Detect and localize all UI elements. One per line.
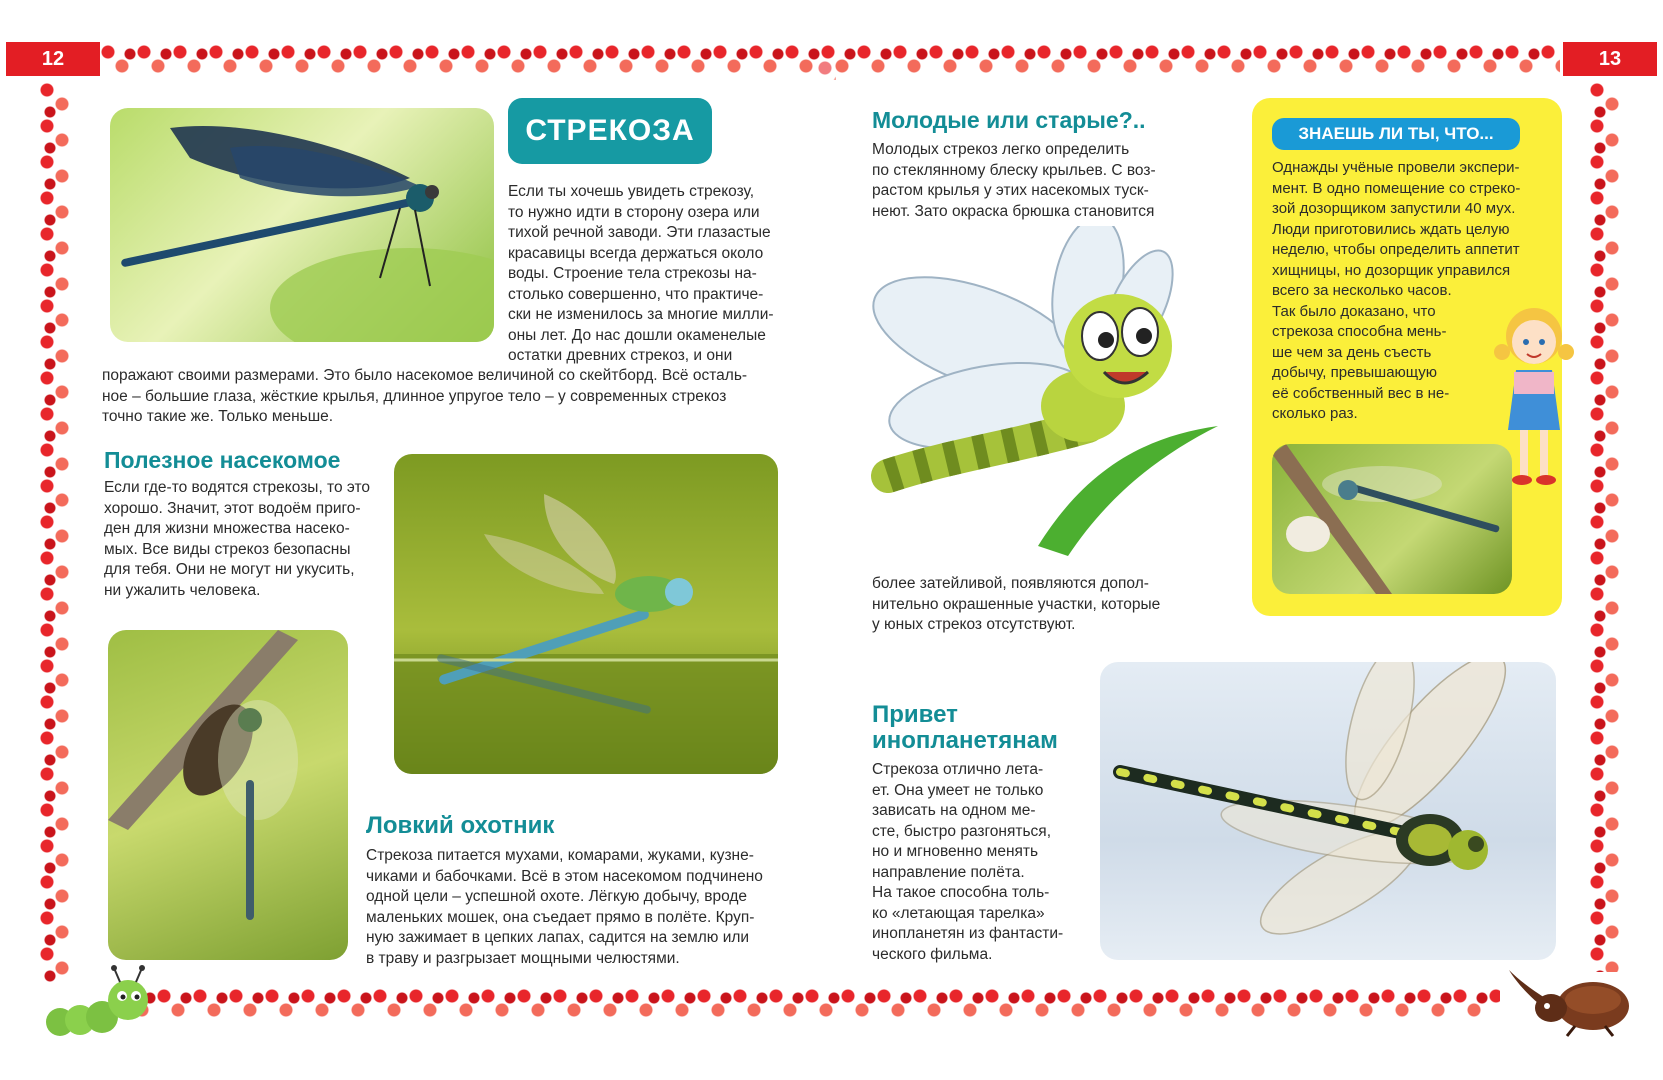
know-line: стрекоза способна мень- (1272, 323, 1447, 340)
alien-line: ет. Она умеет не только (872, 781, 1044, 799)
intro-line: ски не изменилось за многие милли- (508, 306, 774, 323)
alien-line: ко «летающая тарелка» (872, 904, 1045, 922)
heading-hello-aliens-line2: инопланетянам (872, 727, 1058, 754)
useful-line: ни ужалить человека. (104, 581, 261, 599)
useful-line: мых. Все виды стрекоз безопасны (104, 540, 351, 558)
young-old-text-top (872, 140, 1202, 222)
page-number-left (6, 42, 100, 76)
intro-line: тихой речной заводи. Эти глазастые (508, 224, 771, 241)
know-line: мент. В одно помещение со стреко- (1272, 179, 1521, 197)
intro-line: точно такие же. Только меньше. (102, 408, 334, 425)
flying-dragonfly-drawing (1100, 662, 1556, 960)
heading-young-or-old: Молодые или старые?.. (872, 107, 1146, 133)
hunter-line: маленьких мошек, она съедает прямо в полёте. Круп- (366, 908, 755, 926)
dragonfly-branch-drawing (108, 630, 348, 960)
photo-dragonfly-branch (108, 630, 348, 960)
alien-line: На такое способна толь- (872, 884, 1050, 901)
intro-line: оны лет. До нас дошли окаменелые (508, 326, 766, 344)
useful-text-block (104, 478, 384, 601)
photo-dragonfly-water (394, 454, 778, 774)
heading-useful-insect: Полезное насекомое (104, 447, 341, 473)
young-old-line: неют. Зато окраска брюшка становится (872, 202, 1155, 220)
intro-line: остатки древних стрекоз, и они (508, 347, 733, 364)
hunter-line: одной цели – успешной охоте. Лёгкую добычу, вроде (366, 888, 748, 905)
page-title-badge (508, 98, 712, 164)
beetle-icon (1505, 968, 1635, 1038)
page-number-right-text: 13 (1598, 47, 1622, 70)
intro-text-block (508, 182, 808, 367)
hunter-line: Стрекоза питается мухами, комарами, жуками, кузне- (366, 847, 754, 864)
left-dots-border (38, 82, 72, 982)
know-line: хищницы, но дозорщик управился (1272, 261, 1511, 279)
intro-line: красавицы всегда держаться около (508, 244, 764, 262)
know-line: зой дозорщиком запустили 40 мух. (1272, 200, 1516, 217)
alien-text-block (872, 760, 1092, 965)
useful-line: хорошо. Значит, этот водоём приго- (104, 499, 361, 517)
know-line: всего за несколько часов. (1272, 282, 1452, 299)
photo-dragonfly-on-twig (1272, 444, 1512, 594)
hunter-line: в траву и разгрызает мощными челюстями. (366, 949, 680, 967)
know-line: Так было доказано, что (1272, 302, 1436, 320)
know-line: её собственный вес в не- (1272, 384, 1450, 402)
page-number-right (1563, 42, 1657, 76)
intro-line: Если ты хочешь увидеть стрекозу, (508, 183, 755, 200)
caterpillar-icon (40, 962, 150, 1042)
intro-line: то нужно идти в сторону озера или (508, 203, 760, 221)
young-old-line: Молодых стрекоз легко определить (872, 141, 1130, 158)
know-line: неделю, чтобы определить аппетит (1272, 241, 1520, 258)
dragonfly-water-drawing (394, 454, 778, 774)
know-line: добычу, превышающую (1272, 364, 1438, 381)
photo-flying-dragonfly (1100, 662, 1556, 960)
alien-line: ческого фильма. (872, 945, 993, 963)
did-you-know-label-text: ЗНАЕШЬ ЛИ ТЫ, ЧТО... (1298, 124, 1494, 143)
right-dots-border (1588, 82, 1622, 972)
young-old-line: нительно окрашенные участки, которые (872, 595, 1161, 613)
intro-line: поражают своими размерами. Это было насекомое величиной со скейтборд. Всё осталь- (102, 367, 748, 384)
cartoon-dragonfly-icon (868, 226, 1228, 566)
hunter-line: чиками и бабочками. Всё в этом насекомом подчинено (366, 867, 763, 885)
useful-line: Если где-то водятся стрекозы, то это (104, 479, 371, 496)
know-line: Однажды учёные провели экспери- (1272, 159, 1520, 176)
bottom-dots-border (120, 988, 1500, 1020)
alien-line: Стрекоза отлично лета- (872, 761, 1044, 778)
page-number-left-text: 12 (41, 47, 65, 70)
spine-dots (816, 60, 836, 80)
damselfly-drawing (110, 108, 494, 342)
alien-line: сте, быстро разгоняться, (872, 822, 1052, 840)
intro-line: воды. Строение тела стрекозы на- (508, 265, 757, 282)
alien-line: направление полёта. (872, 863, 1025, 881)
useful-line: ден для жизни множества насеко- (104, 520, 350, 537)
dragonfly-twig-drawing (1272, 444, 1512, 594)
heading-hello-aliens-line1: Привет (872, 701, 958, 728)
intro-line: ное – большие глаза, жёсткие крылья, длинное упругое тело – у современных стрекоз (102, 387, 727, 405)
alien-line: зависать на одном ме- (872, 802, 1036, 819)
hunter-text-block (366, 846, 796, 969)
hunter-line: ную зажимает в цепких лапах, садится на землю или (366, 929, 750, 946)
know-line: Люди приготовились ждать целую (1272, 220, 1510, 238)
alien-line: инопланетян из фантасти- (872, 925, 1064, 942)
did-you-know-label (1272, 118, 1520, 150)
young-old-line: более затейливой, появляются допол- (872, 575, 1149, 592)
alien-line: но и мгновенно менять (872, 843, 1039, 860)
young-old-line: по стеклянному блеску крыльев. С воз- (872, 161, 1156, 179)
useful-line: для тебя. Они не могут ни укусить, (104, 561, 355, 578)
heading-hello-aliens (872, 702, 1058, 754)
know-line: ше чем за день съесть (1272, 343, 1432, 361)
young-old-line: у юных стрекоз отсутствуют. (872, 616, 1076, 633)
intro-text-wide (102, 366, 802, 428)
page-title: СТРЕКОЗА (525, 114, 695, 147)
know-line: сколько раз. (1272, 405, 1358, 422)
young-old-text-bottom (872, 574, 1202, 636)
intro-line: столько совершенно, что практиче- (508, 285, 764, 303)
heading-agile-hunter: Ловкий охотник (366, 812, 555, 839)
photo-blue-damselfly (110, 108, 494, 342)
young-old-line: растом крылья у этих насекомых туск- (872, 182, 1149, 199)
